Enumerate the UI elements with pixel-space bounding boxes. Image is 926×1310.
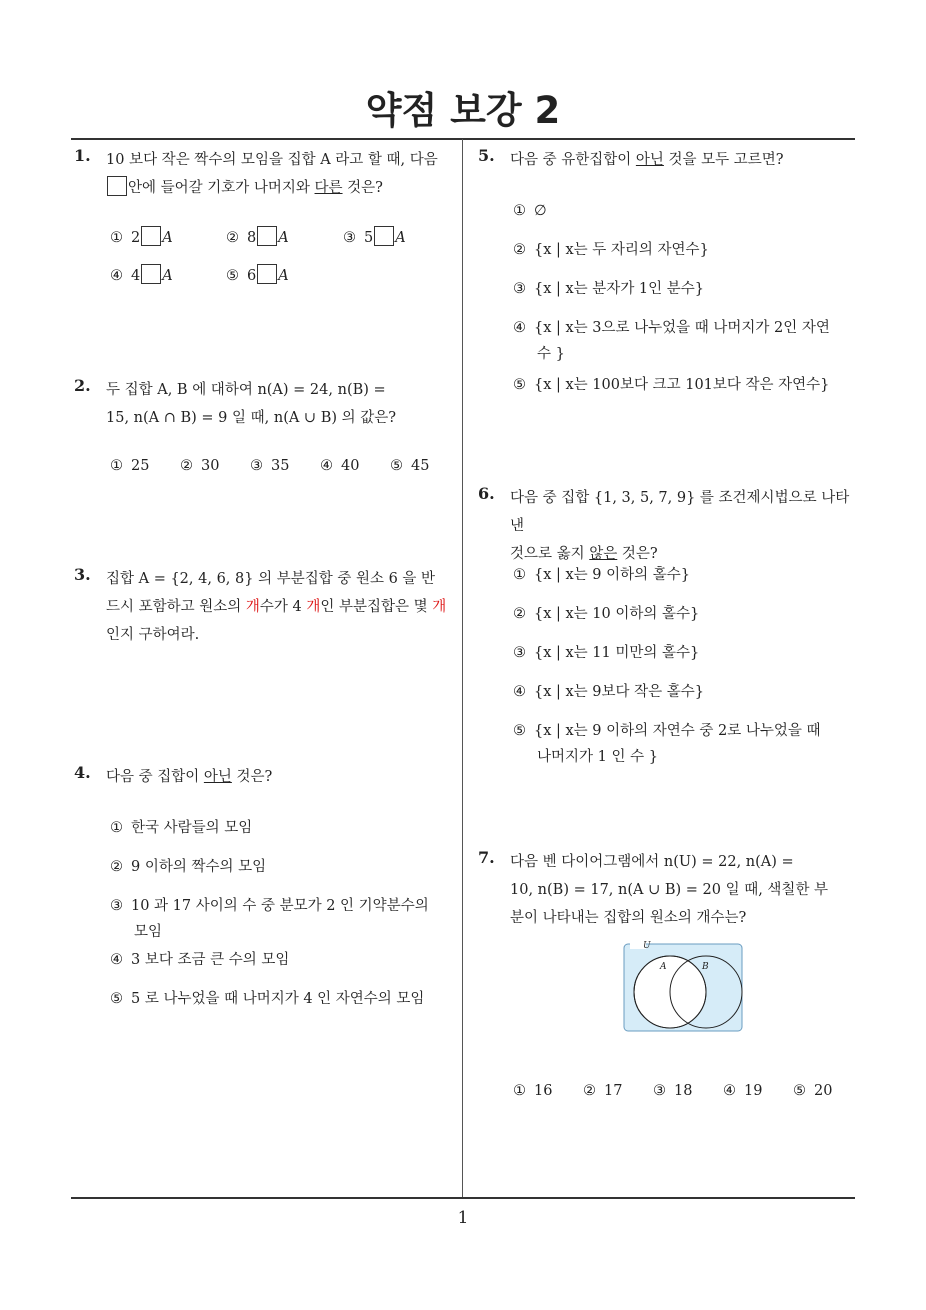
set-a-label: A	[660, 962, 667, 972]
option-2-4[interactable]: ④ 40	[320, 458, 360, 474]
option-4-1[interactable]: ① 한국 사람들의 모임	[110, 820, 253, 836]
question-line: 두 집합 A, B 에 대하여 n(A) = 24, n(B) =	[106, 382, 386, 398]
option-2-1[interactable]: ① 25	[110, 458, 150, 474]
question-text	[106, 565, 458, 649]
page-title: 약점 보강 2	[365, 89, 561, 132]
question-number: 6.	[478, 484, 495, 503]
question-text	[510, 484, 860, 568]
question-line: 드시 포함하고 원소의 개수가 4 개인 부분집합은 몇 개	[106, 599, 447, 615]
column-divider	[462, 139, 463, 1198]
option-7-4[interactable]: ④ 19	[723, 1083, 763, 1099]
option-1-3[interactable]: ③ 5 A	[343, 225, 406, 251]
question-text	[106, 146, 458, 202]
option-4-5[interactable]: ⑤ 5 로 나누었을 때 나머지가 4 인 자연수의 모임	[110, 991, 425, 1007]
option-7-5[interactable]: ⑤ 20	[793, 1083, 833, 1099]
question-line: 인지 구하여라.	[106, 627, 200, 643]
answer-box	[141, 226, 161, 246]
question-line: 다음 중 집합이 아닌 것은?	[106, 769, 273, 785]
option-4-2[interactable]: ② 9 이하의 짝수의 모임	[110, 859, 267, 875]
question-line: 15, n(A ∩ B) = 9 일 때, n(A ∪ B) 의 값은?	[106, 410, 397, 426]
option-1-4[interactable]: ④ 4 A	[110, 263, 173, 289]
question-number: 3.	[74, 565, 91, 584]
answer-box	[257, 264, 277, 284]
option-7-2[interactable]: ② 17	[583, 1083, 623, 1099]
answer-box	[141, 264, 161, 284]
page-number: 1	[457, 1208, 469, 1228]
question-line: 분이 나타내는 집합의 원소의 개수는?	[510, 910, 747, 926]
top-rule	[71, 138, 855, 140]
option-1-2[interactable]: ② 8 A	[226, 225, 289, 251]
option-5-1[interactable]: ① ∅	[513, 203, 547, 219]
universe-label: U	[643, 941, 651, 951]
question-line: 집합 A = {2, 4, 6, 8} 의 부분집합 중 원소 6 을 반	[106, 571, 436, 587]
question-number: 7.	[478, 848, 495, 867]
question-line: 것으로 옳지 않은 것은?	[510, 546, 658, 562]
option-7-3[interactable]: ③ 18	[653, 1083, 693, 1099]
option-5-3[interactable]: ③ {x | x는 분자가 1인 분수}	[513, 281, 705, 297]
option-5-2[interactable]: ② {x | x는 두 자리의 자연수}	[513, 242, 709, 258]
bottom-rule	[71, 1197, 855, 1199]
question-number: 5.	[478, 146, 495, 165]
option-5-4[interactable]: ④ {x | x는 3으로 나누었을 때 나머지가 2인 자연 수 }	[513, 320, 830, 362]
answer-box	[374, 226, 394, 246]
question-number: 2.	[74, 376, 91, 395]
option-7-1[interactable]: ① 16	[513, 1083, 553, 1099]
question-number: 1.	[74, 146, 91, 165]
option-1-1[interactable]: ① 2 A	[110, 225, 173, 251]
question-text	[106, 376, 458, 432]
answer-box	[257, 226, 277, 246]
question-line: 안에 들어갈 기호가 나머지와 다른 것은?	[106, 174, 458, 202]
option-6-3[interactable]: ③ {x | x는 11 미만의 홀수}	[513, 645, 700, 661]
option-2-5[interactable]: ⑤ 45	[390, 458, 430, 474]
answer-box	[107, 176, 127, 196]
option-6-1[interactable]: ① {x | x는 9 이하의 홀수}	[513, 567, 691, 583]
question-text	[510, 146, 860, 174]
question-line: 다음 벤 다이어그램에서 n(U) = 22, n(A) =	[510, 854, 794, 870]
option-2-3[interactable]: ③ 35	[250, 458, 290, 474]
question-line: 10 보다 작은 짝수의 모임을 집합 A 라고 할 때, 다음	[106, 152, 438, 168]
question-line: 다음 중 유한집합이 아닌 것을 모두 고르면?	[510, 152, 784, 168]
option-1-5[interactable]: ⑤ 6 A	[226, 263, 289, 289]
set-b-label: B	[702, 962, 709, 972]
option-2-2[interactable]: ② 30	[180, 458, 220, 474]
question-text	[510, 848, 860, 932]
option-4-4[interactable]: ④ 3 보다 조금 큰 수의 모임	[110, 952, 290, 968]
question-line: 10, n(B) = 17, n(A ∪ B) = 20 일 때, 색칠한 부	[510, 882, 829, 898]
question-line: 다음 중 집합 {1, 3, 5, 7, 9} 를 조건제시법으로 나타낸	[510, 490, 850, 534]
option-6-4[interactable]: ④ {x | x는 9보다 작은 홀수}	[513, 684, 705, 700]
option-4-3[interactable]: ③ 10 과 17 사이의 수 중 분모가 2 인 기약분수의 모임	[110, 898, 429, 940]
venn-diagram	[622, 939, 744, 1034]
question-number: 4.	[74, 763, 91, 782]
option-6-2[interactable]: ② {x | x는 10 이하의 홀수}	[513, 606, 700, 622]
option-6-5[interactable]: ⑤ {x | x는 9 이하의 자연수 중 2로 나누었을 때 나머지가 1 인 수 }	[513, 723, 821, 765]
question-text	[106, 763, 458, 791]
option-5-5[interactable]: ⑤ {x | x는 100보다 크고 101보다 작은 자연수}	[513, 377, 830, 393]
